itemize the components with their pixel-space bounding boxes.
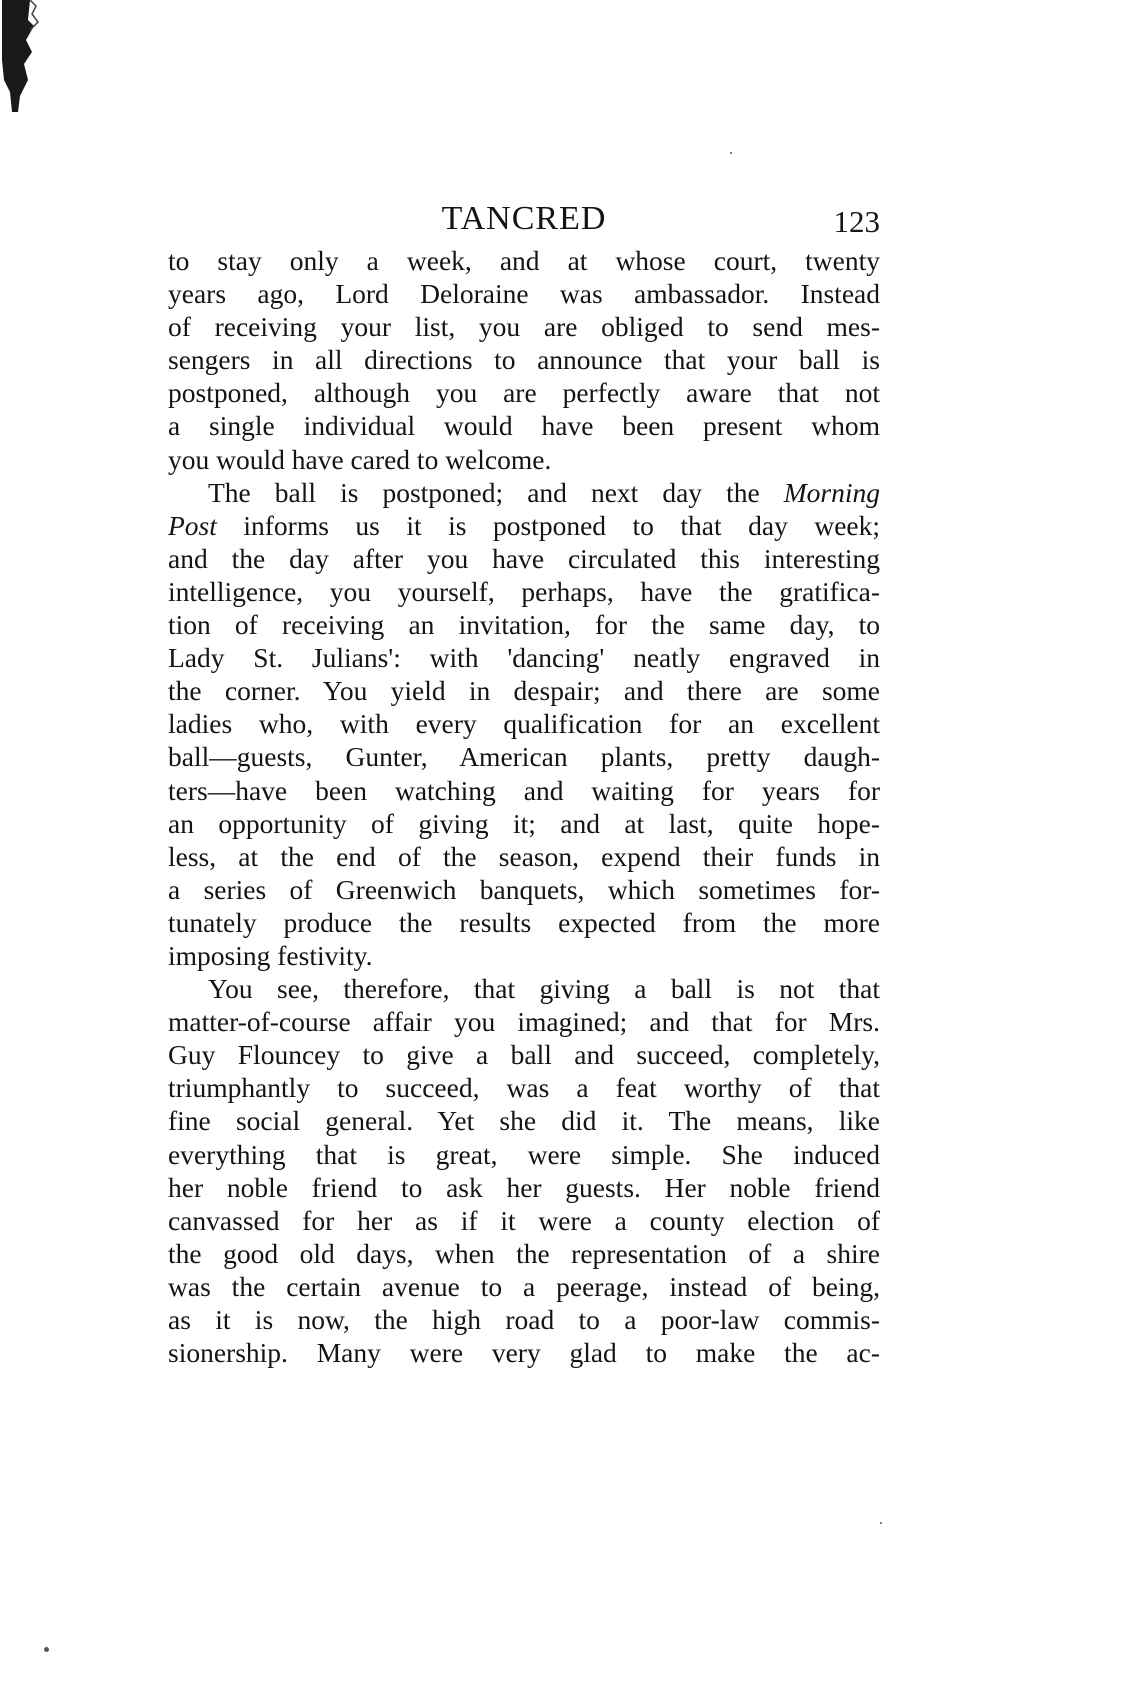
text-line: the good old days, when the representation of a shire [168,1237,880,1269]
text-line: postponed, although you are perfectly aware that not [168,377,880,409]
text-line: ladies who, with every qualification for an excellent [168,708,880,740]
text-line: to stay only a week, and at whose court, twenty [168,245,880,276]
text-line: sengers in all directions to announce that your ball is [168,344,880,376]
dust-speck [44,1647,49,1652]
text-line: Guy Flouncey to give a ball and succeed, completely, [168,1039,880,1071]
text-line: ball—guests, Gunter, American plants, pretty daugh- [168,741,880,773]
text-line: You see, therefore, that giving a ball is not that [208,973,880,1005]
text-line: you would have cared to welcome. [168,443,552,475]
text-line: and the day after you have circulated this interesting [168,542,880,574]
text-line: fine social general. Yet she did it. The means, like [168,1105,880,1137]
text-line: as it is now, the high road to a poor-law commis- [168,1304,880,1335]
text-line: an opportunity of giving it; and at last, quite hope- [168,807,880,839]
text-line: less, at the end of the season, expend their funds in [168,840,880,872]
text-line: Lady St. Julians': with 'dancing' neatly engraved in [168,642,880,674]
text-line: a series of Greenwich banquets, which sometimes for- [168,873,880,905]
text-line: matter-of-course affair you imagined; and that for Mrs. [168,1006,880,1038]
italic-title: Morning [783,476,880,508]
text-line: The ball is postponed; and next day the Morning [208,476,880,508]
page-number: 123 [833,204,880,239]
page-header [168,200,880,244]
text-line: her noble friend to ask her guests. Her noble friend [168,1171,880,1203]
running-title: TANCRED [441,200,607,237]
text-line: years ago, Lord Deloraine was ambassador. Instead [168,278,880,310]
text-line: tunately produce the results expected from the more [168,906,880,938]
dust-speck [730,152,732,154]
text-line: triumphantly to succeed, was a feat worthy of that [168,1072,880,1104]
text-line: ters—have been watching and waiting for years for [168,774,880,806]
text-line: tion of receiving an invitation, for the same day, to [168,609,880,641]
text-line: sionership. Many were very glad to make the ac- [168,1337,880,1369]
body-text [168,244,880,1369]
text-line: a single individual would have been present whom [168,410,880,442]
text-line: was the certain avenue to a peerage, instead of being, [168,1270,880,1302]
text-line: intelligence, you yourself, perhaps, have the gratifica- [168,575,880,607]
dust-speck [880,1522,882,1524]
text-line: canvassed for her as if it were a county election of [168,1204,880,1236]
text-line: everything that is great, were simple. She induced [168,1138,880,1170]
text-line: the corner. You yield in despair; and there are some [168,675,880,707]
text-line: Post informs us it is postponed to that day week; [168,509,880,541]
scan-edge-mark [0,0,40,115]
italic-title: Post [168,509,217,541]
text-line: of receiving your list, you are obliged to send mes- [168,311,880,343]
text-line: imposing festivity. [168,939,373,971]
